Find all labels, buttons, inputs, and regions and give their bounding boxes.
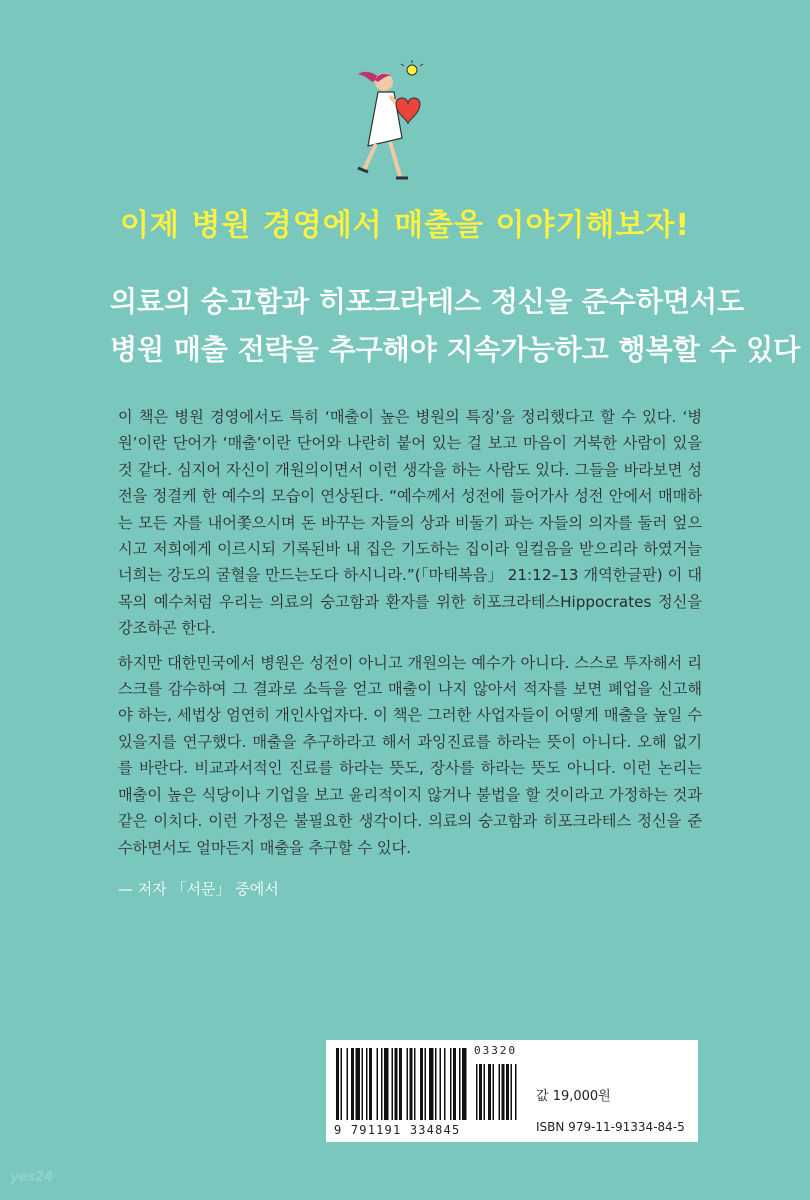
barcode-addon-bar bbox=[488, 1064, 491, 1120]
barcode-bar bbox=[453, 1048, 456, 1120]
watermark: yes24 bbox=[10, 1170, 54, 1185]
price-label: 값 19,000원 bbox=[536, 1089, 611, 1104]
barcode-bar bbox=[347, 1048, 349, 1120]
barcode-addon-bar bbox=[515, 1064, 517, 1120]
barcode-bar bbox=[366, 1048, 368, 1120]
headline: 이제 병원 경영에서 매출을 이야기해보자! bbox=[119, 208, 691, 243]
barcode-bar bbox=[450, 1048, 452, 1120]
nurse-holding-heart-illustration bbox=[350, 60, 440, 190]
isbn-label: ISBN 979-11-91334-84-5 bbox=[536, 1120, 685, 1134]
barcode-bar bbox=[336, 1048, 339, 1120]
isbn-barcode-image bbox=[336, 1048, 536, 1124]
barcode-bar bbox=[414, 1048, 416, 1120]
barcode-addon-bar bbox=[479, 1064, 482, 1120]
subhead-line-2: 병원 매출 전략을 추구해야 지속가능하고 행복할 수 있다 bbox=[110, 333, 801, 366]
barcode-addon-bar bbox=[502, 1064, 505, 1120]
barcode-bar bbox=[410, 1048, 413, 1120]
barcode-bar bbox=[341, 1048, 343, 1120]
barcode-bar bbox=[384, 1048, 389, 1120]
body-paragraph-2: 하지만 대한민국에서 병원은 성전이 아니고 개원의는 예수가 아니다. 스스로 투자해서 리스크를 감수하여 그 결과로 소득을 얻고 매출이 나지 않아서 적자를 보면 폐업을 신고해야 하는, 세법상 엄연히 개인사업자다. 이 책은 그러한 사업자들이 어떻게 매출을 높일 수 있을지를 연구했다. 매출을 추구하라고 해서 과잉진료를 하라는 뜻이 아니다. 오해 없기를 바란다. 비교과서적인 진료를 하라는 뜻도, 장사를 하라는 뜻도 아니다. 이런 논리는 매출이 높은 식당이나 기업을 보고 윤리적이지 않거나 불법을 할 것이라고 가정하는 것과 같은 이치다. 이런 가정은 불필요한 생각이다. 의료의 숭고함과 히포크라테스 정신을 준수하면서도 얼마든지 매출을 추구할 수 있다. bbox=[118, 653, 702, 857]
barcode-bar bbox=[395, 1048, 398, 1120]
barcode-bar bbox=[399, 1048, 402, 1120]
subhead bbox=[110, 278, 801, 374]
barcode-bar bbox=[356, 1048, 361, 1120]
barcode-bar bbox=[351, 1048, 354, 1120]
barcode-bar bbox=[377, 1048, 379, 1120]
barcode-bar bbox=[425, 1048, 427, 1120]
barcode-bar bbox=[369, 1048, 372, 1120]
barcode-addon-bar bbox=[506, 1064, 509, 1120]
barcode-bar bbox=[444, 1048, 446, 1120]
barcode-addon-bar bbox=[476, 1064, 478, 1120]
barcode-bar bbox=[459, 1048, 461, 1120]
barcode-addon-bar bbox=[511, 1064, 513, 1120]
barcode-bar bbox=[392, 1048, 394, 1120]
barcode-ean-number: 9 791191 334845 bbox=[334, 1123, 461, 1137]
barcode-bar bbox=[407, 1048, 409, 1120]
barcode-addon-bar bbox=[499, 1064, 501, 1120]
barcode-bar bbox=[462, 1048, 467, 1120]
barcode-bar bbox=[420, 1048, 423, 1120]
barcode-bar bbox=[440, 1048, 442, 1120]
body-text bbox=[118, 404, 702, 869]
barcode-box bbox=[326, 1040, 698, 1142]
source-attribution: — 저자 「서문」 중에서 bbox=[118, 880, 279, 898]
barcode-bar bbox=[381, 1048, 383, 1120]
barcode-addon-bar bbox=[493, 1064, 495, 1120]
body-paragraph-1: 이 책은 병원 경영에서도 특히 ‘매출이 높은 병원의 특징’을 정리했다고 할 수 있다. ‘병원’이란 단어가 ‘매출’이란 단어와 나란히 붙어 있는 걸 보고 마음이 거북한 사람이 있을 것 같다. 심지어 자신이 개원의이면서 이런 생각을 하는 사람도 있다. 그들을 바라보면 성전을 정결케 한 예수의 모습이 연상된다. “예수께서 성전에 들어가사 성전 안에서 매매하는 모든 자를 내어쫓으시며 돈 바꾸는 자들의 상과 비둘기 파는 자들의 의자를 둘러 엎으시고 저희에게 이르시되 기록된바 내 집은 기도하는 집이라 일컬음을 받으리라 하였거늘 너희는 강도의 굴혈을 만드는도다 하시니라.”(「마태복음」 21:12–13 개역한글판) 이 대목의 예수처럼 우리는 의료의 숭고함과 환자를 위한 히포크라테스Hippocrates 정신을 강조하곤 한다. bbox=[118, 408, 702, 638]
barcode-addon-bar bbox=[484, 1064, 486, 1120]
barcode-bar bbox=[429, 1048, 434, 1120]
barcode-addon-number: 03320 bbox=[474, 1044, 518, 1057]
barcode-bar bbox=[435, 1048, 437, 1120]
barcode-bar bbox=[362, 1048, 364, 1120]
subhead-line-1: 의료의 숭고함과 히포크라테스 정신을 준수하면서도 bbox=[110, 285, 745, 318]
